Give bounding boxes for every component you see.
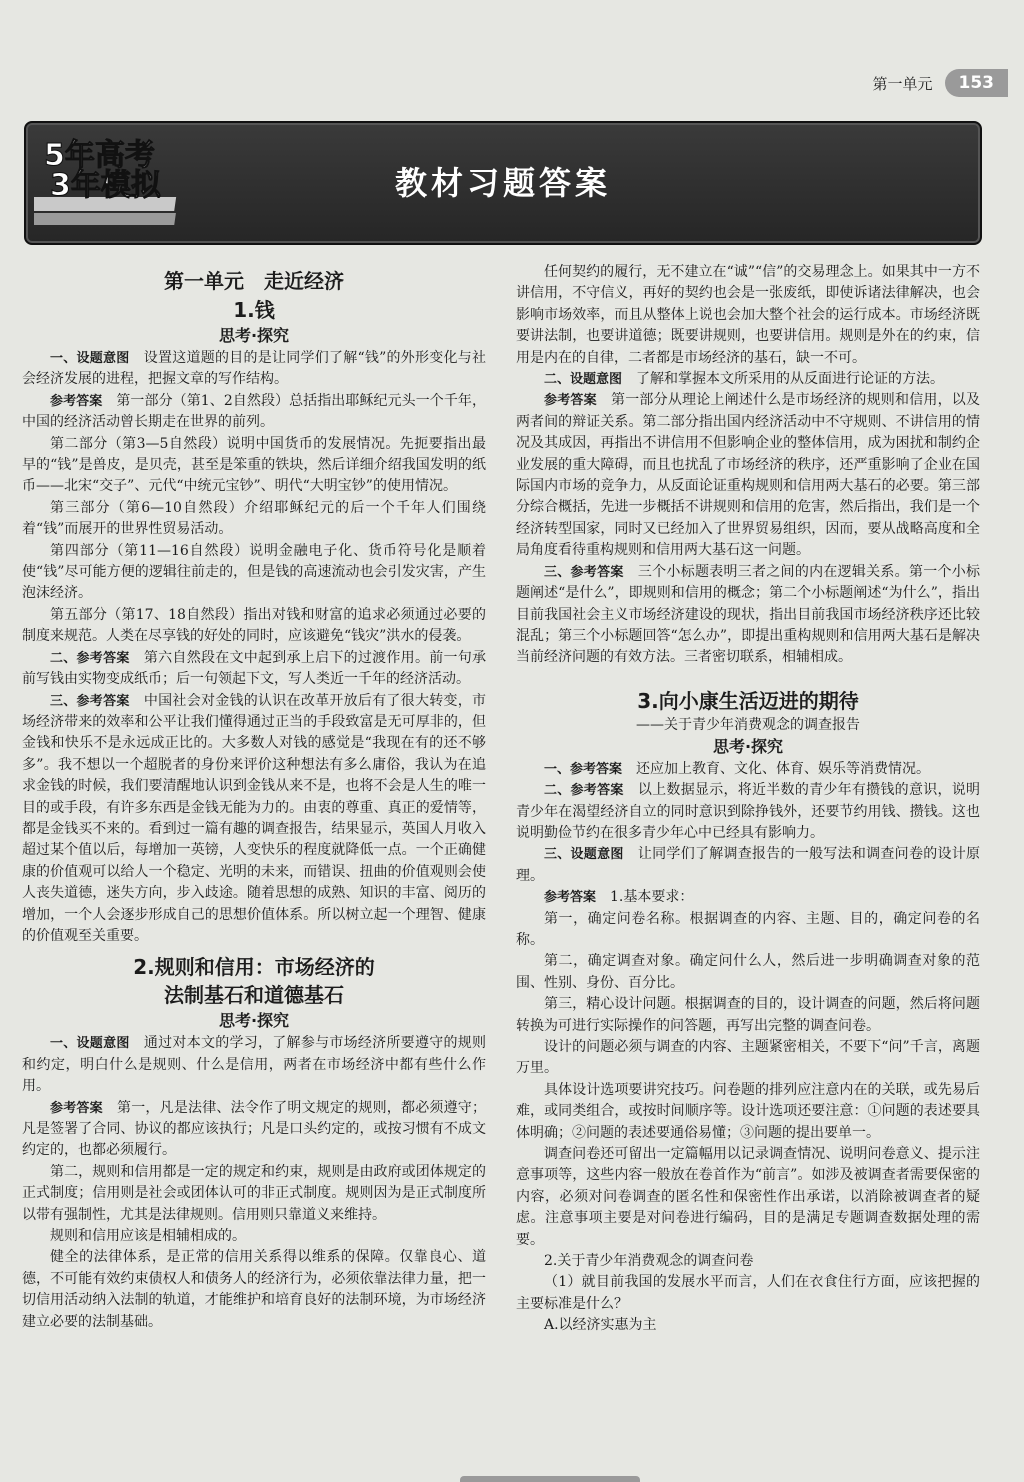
bottom-tab bbox=[460, 1476, 640, 1482]
paragraph: 调查问卷还可留出一定篇幅用以记录调查情况、说明问卷意义、提示注意事项等，这些内容一般放在卷首作为“前言”。如涉及被调查者需要保密的内容，必须对问卷调查的匿名性和保密性作出承诺，以消除被调查者的疑虑。注意事项主要是对问卷进行编码，目的是满足专题调查数据处理的需要。 bbox=[516, 1146, 980, 1248]
paragraph: 三、参考答案 中国社会对金钱的认识在改革开放后有了很大转变，市场经济带来的效率和公平让我们懂得通过正当的手段致富是无可厚非的，但金钱和快乐不是永远成正比的。大多数人对钱的感觉是“我现在有的还不够多”。我不想以一个超脱者的身份来评价这种想法有多么庸俗，我认为在追求金钱的时候，我们要清醒地认识到金钱从来不是，也将不会是人生的唯一目的或手段，有许多东西是金钱无能为力的。由衷的尊重、真正的爱情等，都是金钱买不来的。看到过一篇有趣的调查报告，结果显示，英国人月收入超过某个值以后，每增加一英镑，人变快乐的程度就降低一点。一个正确健康的价值观可以给人一个稳定、光明的未来，而错误、扭曲的价值观则会使人丧失道德，迷失方向，步入歧途。随着思想的成熟、知识的丰富、阅历的增加，一个人会逐步形成自己的思想价值体系。所以树立起一个理智、健康的价值观至关重要。 bbox=[22, 692, 487, 944]
answer-label: 三、设题意图 bbox=[544, 847, 624, 863]
paragraph: 参考答案 第一，凡是法律、法令作了明文规定的规则，都必须遵守；凡是签署了合同、协议的都应该执行；凡是口头约定的，或按习惯有不成文约定的，也都必须履行。 bbox=[22, 1099, 487, 1159]
answer-label: 二、参考答案 bbox=[50, 650, 130, 666]
answer-label: 一、设题意图 bbox=[50, 1036, 130, 1052]
paragraph: 二、设题意图 了解和掌握本文所采用的从反面进行论证的方法。 bbox=[544, 371, 945, 388]
paragraph: 第二部分（第3—5自然段）说明中国货币的发展情况。先扼要指出最早的“钱”是兽皮，是贝壳，甚至是笨重的铁块，然后详细介绍我国发明的纸币——北宋“交子”、元代“中统元宝钞”、明代“大明宝钞”的使用情况。 bbox=[22, 435, 486, 495]
answer-label: 参考答案 bbox=[50, 393, 103, 409]
lesson1-section: 思考·探究 bbox=[218, 326, 290, 345]
paragraph: 第三部分（第6—10自然段）介绍耶稣纪元的后一个千年人们围绕着“钱”而展开的世界性贸易活动。 bbox=[22, 499, 486, 538]
page-number: 153 bbox=[945, 69, 1009, 97]
paragraph: 第一，确定问卷名称。根据调查的内容、主题、目的，确定问卷的名称。 bbox=[516, 910, 980, 948]
lesson2-title-line1: 2.规则和信用：市场经济的 bbox=[133, 955, 375, 980]
paragraph: 二、参考答案 以上数据显示，将近半数的青少年有攒钱的意识，说明青少年在渴望经济自立的同时意识到除挣钱外，还要节约用钱、攒钱。这也说明勤俭节约在很多青少年心中已经具有影响力。 bbox=[516, 782, 981, 841]
answer-label: 参考答案 bbox=[544, 890, 597, 906]
answer-label: 一、参考答案 bbox=[544, 761, 623, 777]
paragraph: 参考答案 第一部分从理论上阐述什么是市场经济的规则和信用，以及两者间的辩证关系。第二部分指出国内经济活动中不守规则、不讲信用的情况及其成因，再指出不讲信用不但影响企业的整体信用，成为困扰和制约企业发展的重大障碍，而且也扰乱了市场经济的秩序，还严重影响了企业在国际国内市场的竞争力，从反面论证重构规则和信用两大基石的必要。第三部分综合概括，先进一步概括不讲规则和信用的危害，然后指出，我们是一个经济转型国家，同时又已经加入了世界贸易组织，因而，要从战略高度和全局角度看待重构规则和信用两大基石这一问题。 bbox=[516, 392, 981, 559]
paragraph: （1）就目前我国的发展水平而言，人们在衣食住行方面，应该把握的主要标准是什么？ bbox=[516, 1274, 980, 1312]
paragraph: A.以经济实惠为主 bbox=[544, 1317, 657, 1334]
paragraph: 健全的法律体系，是正常的信用关系得以维系的保障。仅靠良心、道德，不可能有效约束债权人和债务人的经济行为，必须依靠法律力量，把一切信用活动纳入法制的轨道，才能维护和培育良好的法制环境，为市场经济建立必要的法制基础。 bbox=[22, 1249, 486, 1330]
paragraph: 第二，确定调查对象。确定问什么人，然后进一步明确调查对象的范围、性别、身份、百分比。 bbox=[516, 953, 980, 991]
answer-label: 参考答案 bbox=[544, 393, 597, 409]
paragraph: 第五部分（第17、18自然段）指出对钱和财富的追求必须通过必要的制度来规范。人类在尽享钱的好处的同时，应该避免“钱灾”洪水的侵袭。 bbox=[22, 606, 486, 645]
lesson3-subtitle: ——关于青少年消费观念的调查报告 bbox=[636, 716, 860, 733]
right-column bbox=[516, 262, 980, 1337]
answer-label: 二、参考答案 bbox=[544, 783, 624, 799]
left-column bbox=[22, 262, 486, 1333]
paragraph: 参考答案 1.基本要求： bbox=[544, 889, 694, 906]
answer-label: 三、参考答案 bbox=[50, 693, 130, 709]
page-header bbox=[872, 68, 1008, 98]
paragraph: 一、设题意图 通过对本文的学习，了解参与市场经济所要遵守的规则和约定，明白什么是规则、什么是信用，两者在市场经济中都有些什么作用。 bbox=[22, 1035, 487, 1095]
logo-line2: 3年模拟 bbox=[50, 168, 161, 203]
paragraph: 三、设题意图 让同学们了解调查报告的一般写法和调查问卷的设计原理。 bbox=[516, 846, 981, 884]
header-unit-name: 第一单元 bbox=[872, 74, 933, 93]
logo-line1: 5年高考 bbox=[44, 138, 155, 173]
lesson3-section: 思考·探究 bbox=[712, 736, 784, 756]
paragraph: 具体设计选项要讲究技巧。问卷题的排列应注意内在的关联，或先易后难，或同类组合，或按时间顺序等。设计选项还要注意：①问题的表述要具体明确；②问题的表述要通俗易懂；③问题的提出要单一。 bbox=[516, 1081, 980, 1141]
paragraph: 设计的问题必须与调查的内容、主题紧密相关，不要下“问”千言，离题万里。 bbox=[516, 1039, 980, 1077]
paragraph: 二、参考答案 第六自然段在文中起到承上启下的过渡作用。前一句承前写钱由实物变成纸币；后一句领起下文，写人类近一千年的经济活动。 bbox=[22, 649, 487, 688]
lesson1-title: 1.钱 bbox=[233, 298, 275, 322]
banner-title: 教材习题答案 bbox=[394, 164, 611, 202]
lesson3-title: 3.向小康生活迈进的期待 bbox=[637, 688, 859, 713]
title-banner bbox=[24, 121, 982, 245]
paragraph: 参考答案 第一部分（第1、2自然段）总括指出耶稣纪元头一个千年，中国的经济活动曾长期走在世界的前列。 bbox=[22, 392, 486, 431]
answer-label: 三、参考答案 bbox=[544, 564, 624, 580]
paragraph: 任何契约的履行，无不建立在“诚”“信”的交易理念上。如果其中一方不讲信用，不守信义，再好的契约也会是一张废纸，即使诉诸法律解决，也会影响市场效率，而且从整体上说也会加大整个社会的运行成本。市场经济既要讲法制，也要讲道德；既要讲规则，也要讲信用。规则是外在的约束，信用是内在的自律，二者都是市场经济的基石，缺一不可。 bbox=[516, 264, 980, 366]
answer-label: 一、设题意图 bbox=[50, 351, 130, 366]
paragraph: 规则和信用应该是相辅相成的。 bbox=[50, 1228, 246, 1245]
answer-label: 二、设题意图 bbox=[544, 372, 623, 388]
paragraph: 一、参考答案 还应加上教育、文化、体育、娱乐等消费情况。 bbox=[544, 760, 931, 777]
paragraph: 三、参考答案 三个小标题表明三者之间的内在逻辑关系。第一个小标题阐述“是什么”，即规则和信用的概念；第二个小标题阐述“为什么”，指出目前我国社会主义市场经济建设的现状，指出目前我国市场经济秩序还比较混乱；第三个小标题回答“怎么办”，即提出重构规则和信用两大基石是解决当前经济问题的有效方法。三者密切联系，相辅相成。 bbox=[516, 563, 981, 666]
paragraph: 一、设题意图 设置这道题的目的是让同学们了解“钱”的外形变化与社会经济发展的进程，把握文章的写作结构。 bbox=[22, 350, 486, 388]
lesson2-section: 思考·探究 bbox=[218, 1011, 290, 1031]
paragraph: 第三，精心设计问题。根据调查的目的，设计调查的问题，然后将问题转换为可进行实际操作的问答题，再写出完整的调查问卷。 bbox=[516, 996, 980, 1034]
answer-label: 参考答案 bbox=[50, 1100, 103, 1116]
paragraph: 2.关于青少年消费观念的调查问卷 bbox=[544, 1253, 754, 1270]
lesson2-title-line2: 法制基石和道德基石 bbox=[164, 983, 344, 1008]
unit-title: 第一单元 走近经济 bbox=[164, 269, 344, 293]
paragraph: 第二，规则和信用都是一定的规定和约束，规则是由政府或团体规定的正式制度；信用则是社会或团体认可的非正式制度。规则因为是正式制度所以带有强制性，尤其是法律规则。信用则只靠道义来维持。 bbox=[22, 1163, 486, 1223]
paragraph: 第四部分（第11—16自然段）说明金融电子化、货币符号化是顺着使“钱”尽可能方便的逻辑往前走的，但是钱的高速流动也会引发灾害，产生泡沫经济。 bbox=[22, 542, 486, 602]
